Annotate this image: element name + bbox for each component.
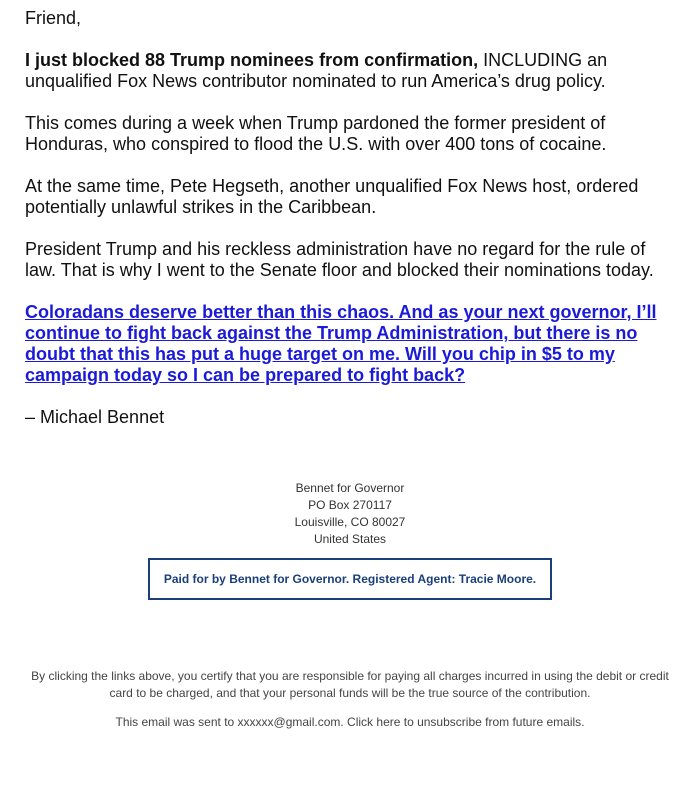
legal-disclaimer: By clicking the links above, you certify that you are responsible for paying all charges incurred in using the debit or credit card to be charged, and that your personal funds will be the true source of the contribution. (31, 669, 669, 700)
address-line-2: PO Box 270117 (308, 498, 392, 512)
message-content (25, 8, 675, 449)
paragraph-1 (25, 50, 675, 92)
address-line-4: United States (313, 532, 387, 546)
unsubscribe-notice[interactable]: This email was sent to xxxxxx@gmail.com. Click here to unsubscribe from future emails. (115, 715, 585, 729)
paid-for-text: Paid for by Bennet for Governor. Registered Agent: Tracie Moore. (163, 572, 537, 586)
cta-paragraph (25, 302, 675, 386)
greeting: Friend, (25, 8, 82, 28)
paragraph-2: This comes during a week when Trump pardoned the former president of Honduras, who conspired to flood the U.S. with over 400 tons of cocaine. (25, 113, 607, 154)
signature: – Michael Bennet (25, 407, 165, 427)
paragraph-3: At the same time, Pete Hegseth, another unqualified Fox News host, ordered potentially unlawful strikes in the Caribbean. (25, 176, 639, 217)
paragraph-1-rest: INCLUDING an unqualified Fox News contributor nominated to run America’s drug policy. (25, 50, 608, 91)
address-line-1: Bennet for Governor (295, 481, 405, 495)
paid-for-disclaimer (148, 558, 552, 600)
donate-link[interactable]: Coloradans deserve better than this chaos. And as your next governor, I’ll continue to fight back against the Trump Administration, but there is no doubt that this has put a huge target on me. Will you chip in $5 to my campaign today so I can be prepared to fight back? (25, 302, 657, 385)
address-line-3: Louisville, CO 80027 (294, 515, 406, 529)
legal-footer (25, 668, 675, 743)
mailing-address (0, 480, 700, 548)
paragraph-4: President Trump and his reckless administration have no regard for the rule of law. That is why I went to the Senate floor and blocked their nominations today. (25, 239, 654, 280)
paragraph-1-bold: I just blocked 88 Trump nominees from confirmation, (25, 50, 479, 70)
